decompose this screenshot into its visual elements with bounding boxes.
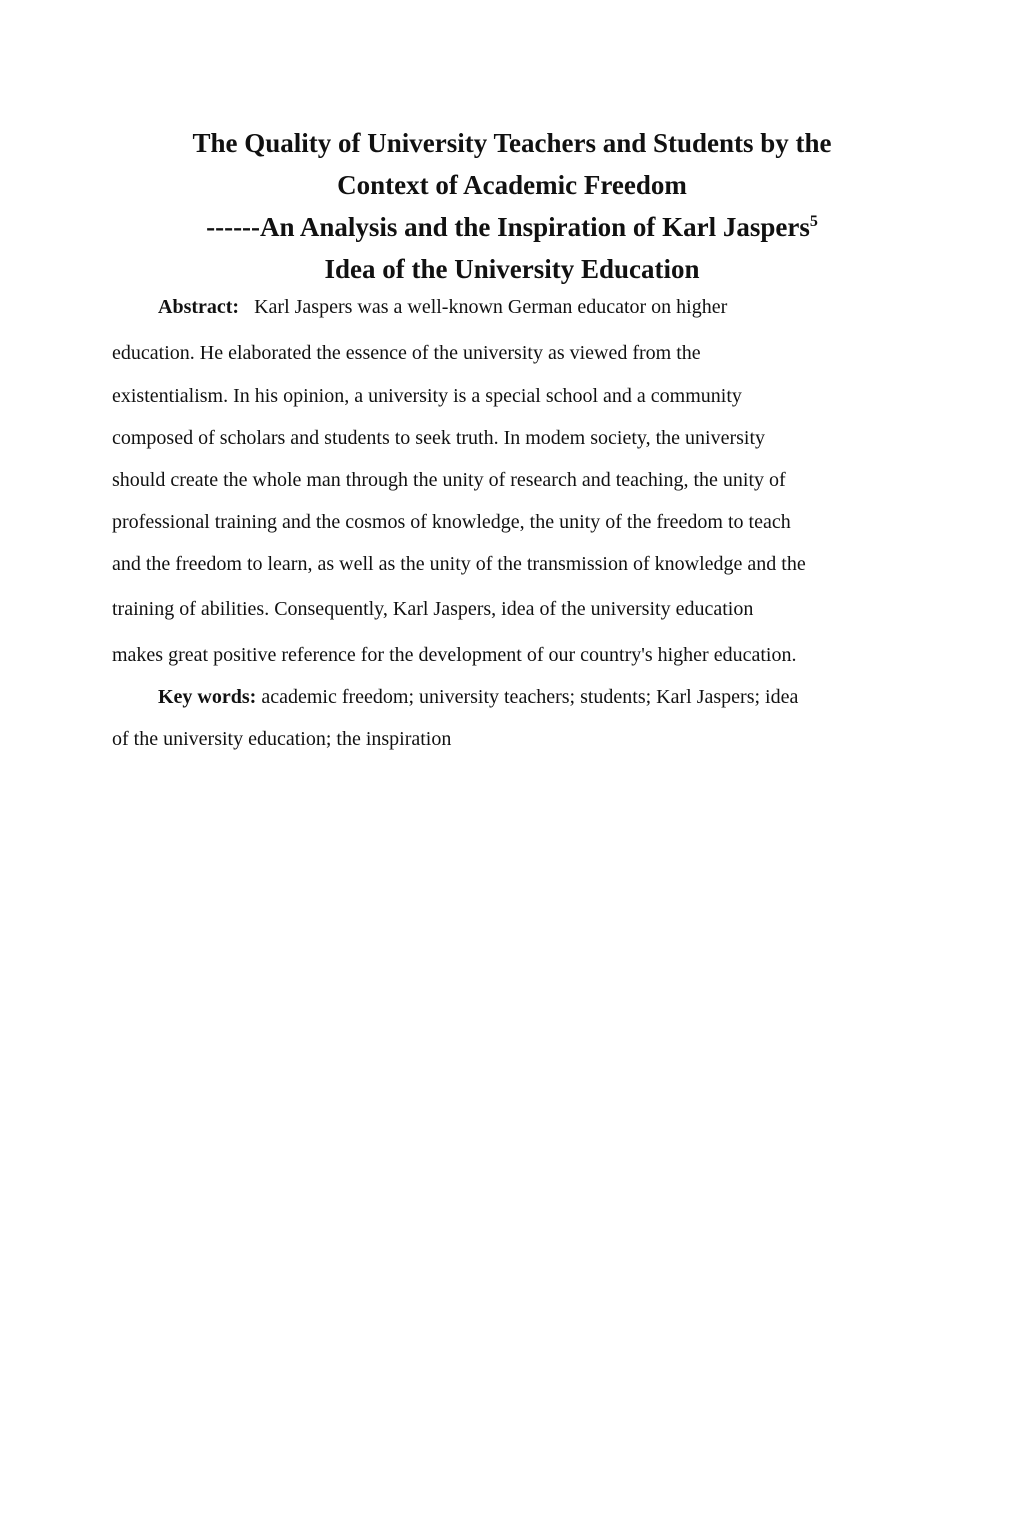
abstract-first-line xyxy=(158,296,727,319)
abstract-line: professional training and the cosmos of knowledge, the unity of the freedom to teach xyxy=(112,511,791,533)
keywords-first-line xyxy=(158,686,798,709)
abstract-label: Abstract: xyxy=(158,296,240,318)
abstract-line: education. He elaborated the essence of the university as viewed from the xyxy=(112,342,701,364)
abstract-line: training of abilities. Consequently, Karl Jaspers, idea of the university education xyxy=(112,598,754,620)
abstract-line: Karl Jaspers was a well-known German educator on higher xyxy=(254,296,728,318)
title-line-1: The Quality of University Teachers and Students by the xyxy=(192,128,832,158)
abstract-line: composed of scholars and students to seek truth. In modem society, the university xyxy=(112,427,766,449)
title-line-2: Context of Academic Freedom xyxy=(337,170,687,200)
paper-title xyxy=(100,122,924,290)
subtitle-line xyxy=(100,206,924,248)
abstract-line: and the freedom to learn, as well as the unity of the transmission of knowledge and the xyxy=(112,553,806,575)
subtitle-text: ------An Analysis and the Inspiration of Karl Jaspers xyxy=(206,212,810,242)
keywords-line: academic freedom; university teachers; students; Karl Jaspers; idea xyxy=(261,686,799,708)
abstract-line: existentialism. In his opinion, a university is a special school and a community xyxy=(112,385,742,407)
title-line-4: Idea of the University Education xyxy=(324,254,700,284)
keywords-line: of the university education; the inspiration xyxy=(112,728,452,750)
abstract-line: should create the whole man through the unity of research and teaching, the unity of xyxy=(112,469,786,491)
keywords-label: Key words: xyxy=(158,686,257,708)
footnote-marker: 5 xyxy=(809,213,818,230)
abstract-line: makes great positive reference for the development of our country's higher education. xyxy=(112,644,797,666)
